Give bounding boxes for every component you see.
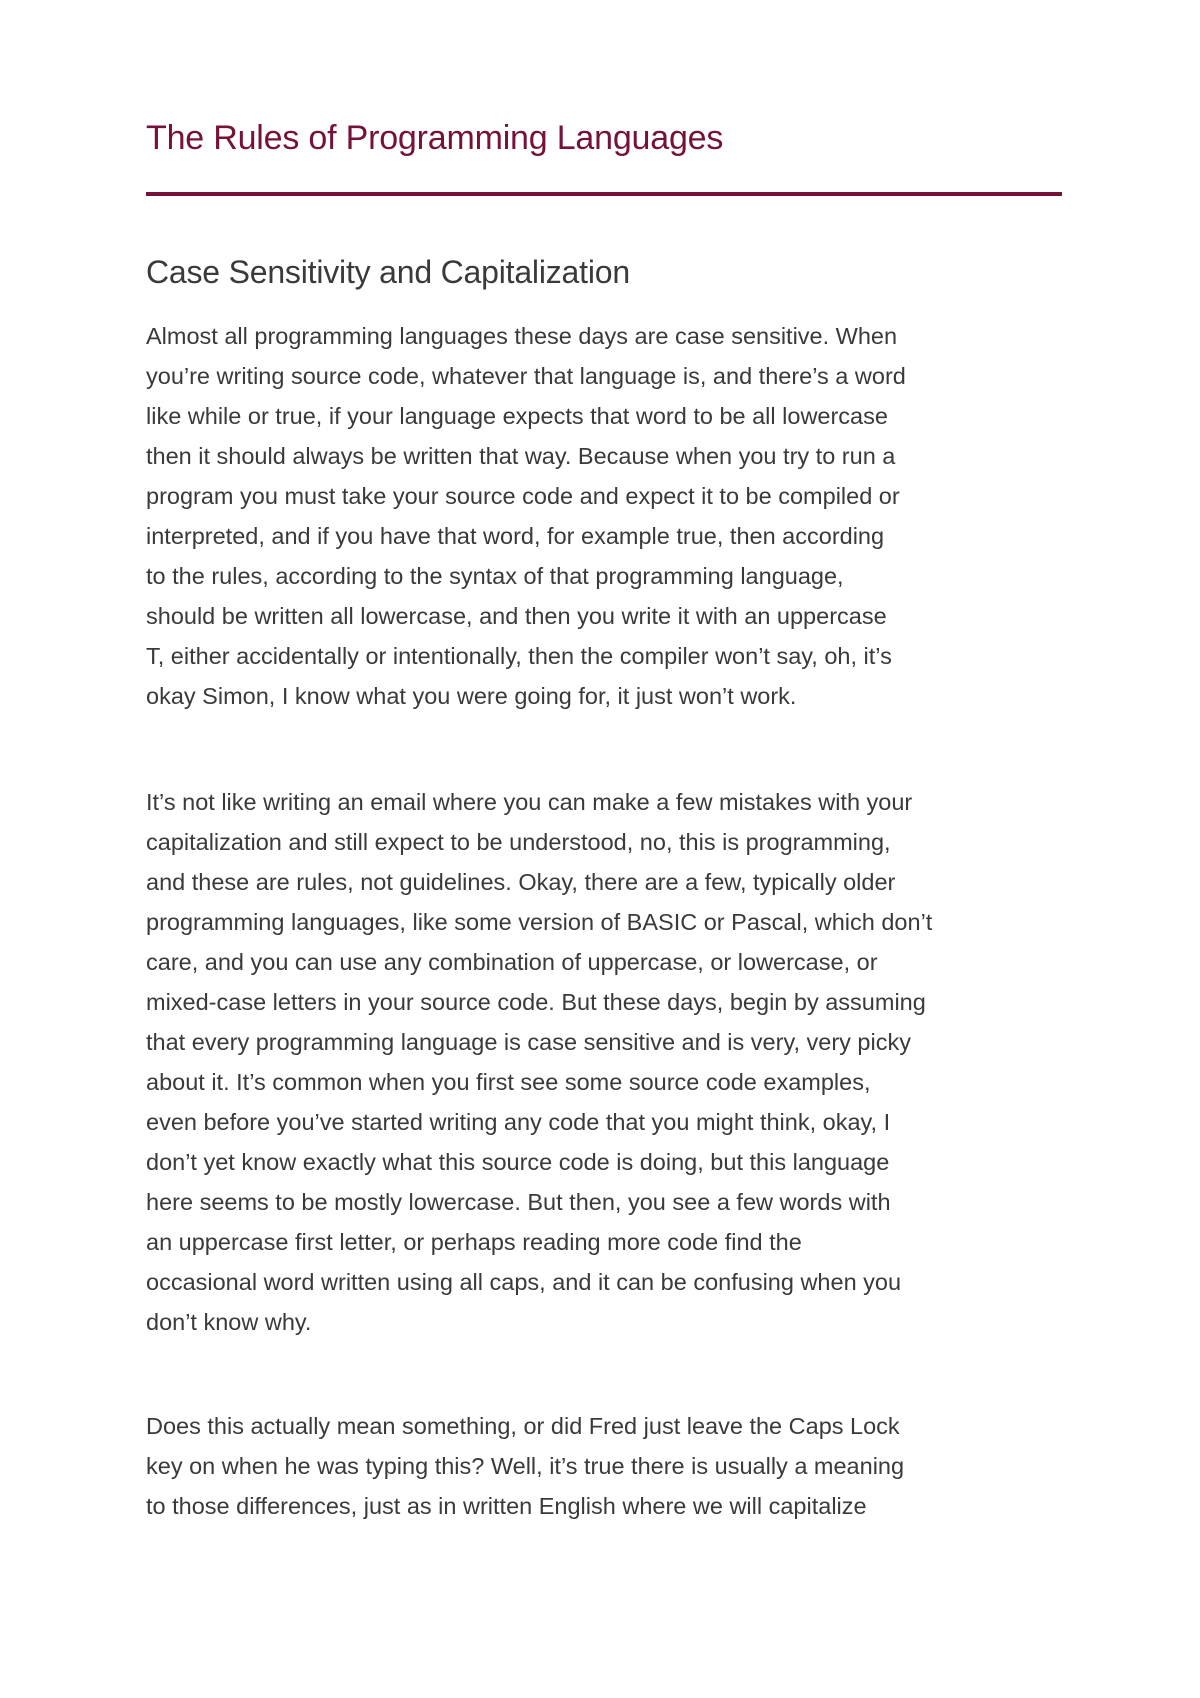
- paragraph-line: It’s not like writing an email where you can make a few mistakes with your: [146, 789, 913, 815]
- paragraph-line: program you must take your source code and expect it to be compiled or: [146, 483, 900, 509]
- section-heading: Case Sensitivity and Capitalization: [146, 254, 630, 290]
- paragraph-line: like while or true, if your language expects that word to be all lowercase: [146, 403, 888, 429]
- paragraph-line: to the rules, according to the syntax of that programming language,: [146, 563, 844, 589]
- paragraph-line: key on when he was typing this? Well, it’s true there is usually a meaning: [146, 1453, 905, 1479]
- paragraph-line: that every programming language is case sensitive and is very, very picky: [146, 1029, 911, 1055]
- paragraph-line: an uppercase first letter, or perhaps reading more code find the: [146, 1229, 802, 1255]
- paragraph-line: T, either accidentally or intentionally, then the compiler won’t say, oh, it’s: [146, 643, 892, 669]
- paragraph-line: even before you’ve started writing any code that you might think, okay, I: [146, 1109, 891, 1135]
- paragraph-line: okay Simon, I know what you were going for, it just won’t work.: [146, 683, 797, 709]
- paragraph-line: and these are rules, not guidelines. Okay, there are a few, typically older: [146, 869, 896, 895]
- paragraph-line: to those differences, just as in written English where we will capitalize: [146, 1493, 867, 1519]
- document-title: The Rules of Programming Languages: [146, 119, 724, 157]
- paragraph-2: [146, 782, 1086, 1342]
- paragraph-line: Almost all programming languages these days are case sensitive. When: [146, 323, 898, 349]
- paragraph-3: [146, 1406, 1086, 1526]
- paragraph-line: care, and you can use any combination of uppercase, or lowercase, or: [146, 949, 878, 975]
- paragraph-line: here seems to be mostly lowercase. But then, you see a few words with: [146, 1189, 891, 1215]
- paragraph-line: you’re writing source code, whatever that language is, and there’s a word: [146, 363, 906, 389]
- paragraph-line: then it should always be written that way. Because when you try to run a: [146, 443, 896, 469]
- paragraph-line: don’t yet know exactly what this source code is doing, but this language: [146, 1149, 890, 1175]
- title-divider: [146, 192, 1062, 196]
- paragraph-line: interpreted, and if you have that word, for example true, then according: [146, 523, 885, 549]
- paragraph-line: Does this actually mean something, or did Fred just leave the Caps Lock: [146, 1413, 900, 1439]
- paragraph-1: [146, 316, 1086, 716]
- paragraph-line: programming languages, like some version of BASIC or Pascal, which don’t: [146, 909, 933, 935]
- paragraph-line: should be written all lowercase, and then you write it with an uppercase: [146, 603, 887, 629]
- paragraph-line: don’t know why.: [146, 1309, 312, 1335]
- paragraph-line: capitalization and still expect to be understood, no, this is programming,: [146, 829, 891, 855]
- paragraph-line: occasional word written using all caps, and it can be confusing when you: [146, 1269, 902, 1295]
- paragraph-line: about it. It’s common when you first see some source code examples,: [146, 1069, 871, 1095]
- paragraph-line: mixed-case letters in your source code. But these days, begin by assuming: [146, 989, 926, 1015]
